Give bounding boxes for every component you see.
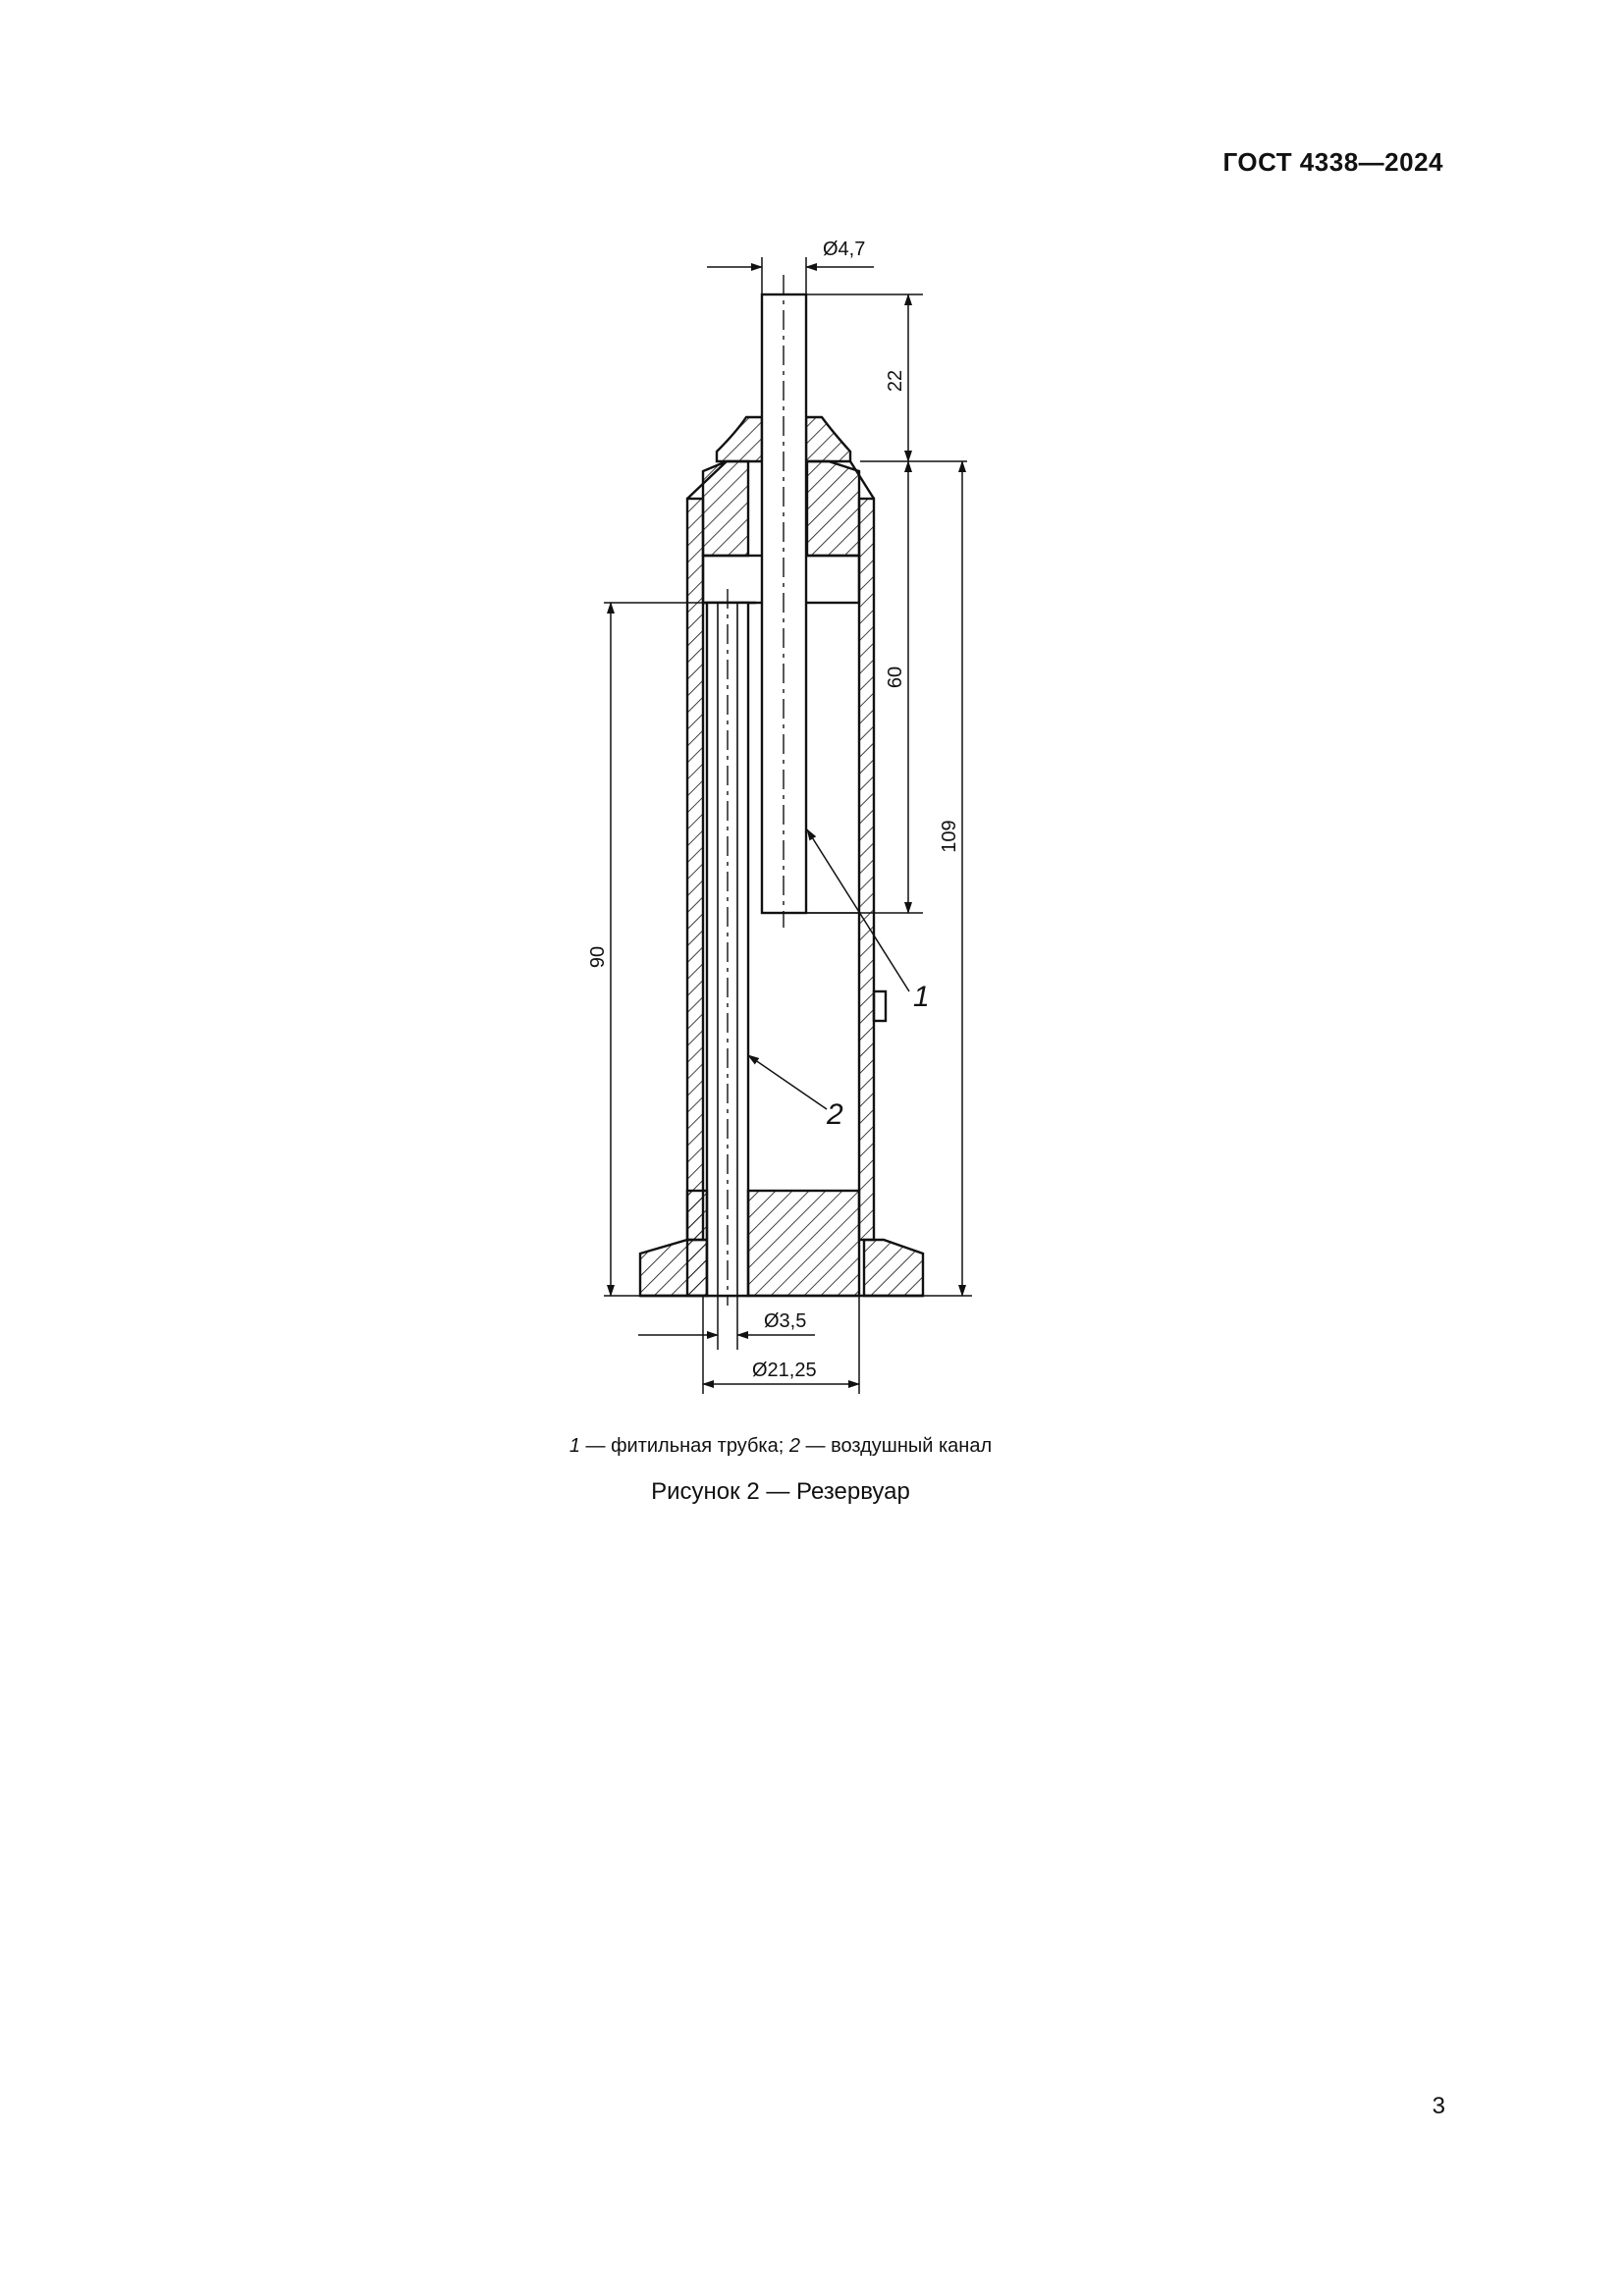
dim-body-diameter: Ø21,25 <box>752 1360 817 1381</box>
collar-right <box>806 417 850 461</box>
dim-total-height: 109 <box>939 820 960 853</box>
dim-top-diameter: Ø4,7 <box>823 239 866 260</box>
collar <box>717 417 762 461</box>
right-wall <box>859 499 874 1240</box>
callout-labels <box>826 981 930 1131</box>
bottom-plug <box>748 1191 859 1296</box>
document-id: ГОСТ 4338—2024 <box>1222 147 1443 177</box>
legend-num-1: 1 <box>568 1435 580 1457</box>
side-nub <box>874 991 886 1021</box>
figure-caption: Рисунок 2 — Резервуар <box>651 1478 910 1505</box>
cap-left <box>703 461 748 556</box>
drawing-geometry <box>640 275 923 1306</box>
legend-text-2: — воздушный канал <box>799 1435 993 1457</box>
callout-1: 1 <box>913 981 930 1013</box>
figure-legend <box>0 1435 1561 1458</box>
dim-top-height: 22 <box>885 369 906 393</box>
dim-wick-height: 60 <box>885 666 906 689</box>
base-flange-right <box>864 1240 923 1296</box>
legend-num-2: 2 <box>788 1435 800 1457</box>
callout-2: 2 <box>827 1098 843 1131</box>
dim-channel-diameter: Ø3,5 <box>764 1310 807 1332</box>
page-number: 3 <box>1432 2093 1445 2119</box>
dim-channel-height: 90 <box>587 945 609 969</box>
left-wall <box>687 499 703 1240</box>
legend-text-1: — фитильная трубка; <box>579 1435 789 1457</box>
cap-right <box>807 461 859 556</box>
